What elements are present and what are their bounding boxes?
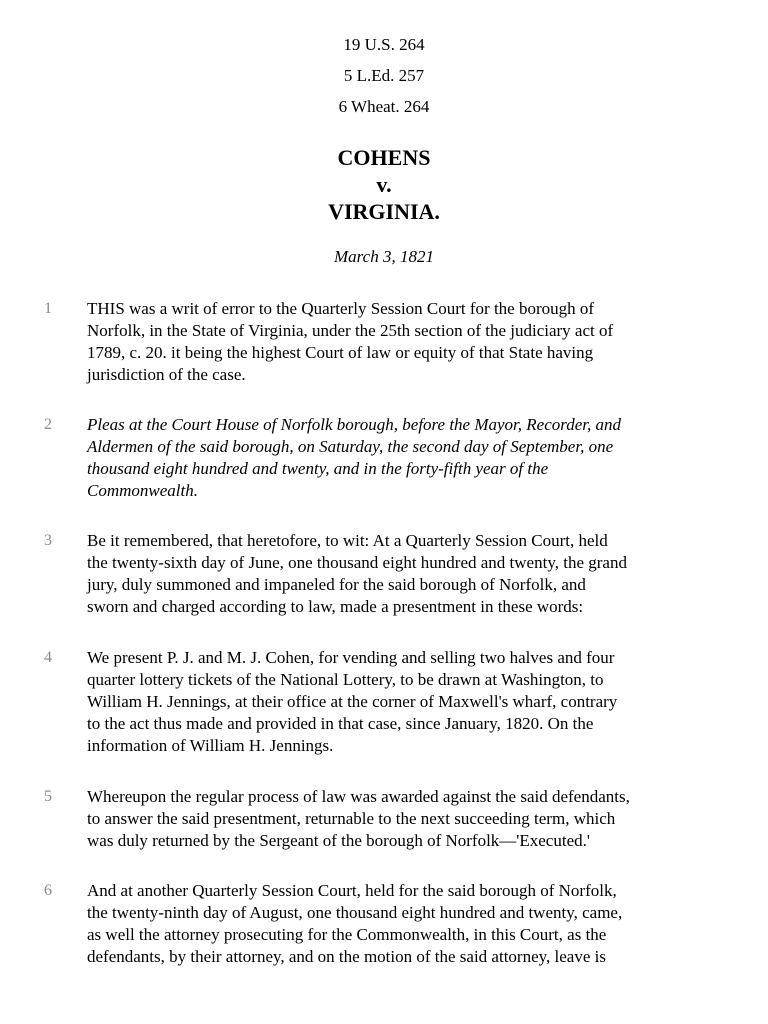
paragraph-line: jury, duly summoned and impaneled for the said borough of Norfolk, and	[87, 575, 586, 594]
paragraph-number: 1	[44, 300, 52, 317]
paragraph-line: We present P. J. and M. J. Cohen, for vending and selling two halves and four	[87, 648, 615, 667]
paragraph-line: information of William H. Jennings.	[87, 736, 334, 755]
paragraph-line: was duly returned by the Sergeant of the borough of Norfolk—'Executed.'	[87, 831, 590, 850]
paragraph-line: to answer the said presentment, returnable to the next succeeding term, which	[87, 809, 616, 828]
paragraph-line: jurisdiction of the case.	[87, 365, 246, 384]
citation-block	[0, 34, 768, 127]
paragraph-line: Pleas at the Court House of Norfolk borough, before the Mayor, Recorder, and	[87, 415, 622, 434]
paragraph-line: to the act thus made and provided in that case, since January, 1820. On the	[87, 714, 594, 733]
paragraph-line: quarter lottery tickets of the National Lottery, to be drawn at Washington, to	[87, 670, 604, 689]
paragraph-text	[87, 530, 727, 618]
paragraph-number: 3	[44, 532, 52, 549]
paragraph-text	[87, 880, 727, 968]
paragraph-number: 2	[44, 416, 52, 433]
paragraph-line: Aldermen of the said borough, on Saturday, the second day of September, one	[87, 437, 614, 456]
citation-wheaton: 6 Wheat. 264	[338, 97, 430, 116]
paragraph-number: 6	[44, 882, 52, 899]
decision-date: March 3, 1821	[334, 247, 434, 266]
paragraph-text	[87, 414, 727, 502]
case-title	[0, 144, 768, 225]
paragraph-line: 1789, c. 20. it being the highest Court of law or equity of that State having	[87, 343, 594, 362]
paragraph-text	[87, 298, 727, 386]
paragraph-text	[87, 786, 727, 852]
paragraph-number: 5	[44, 788, 52, 805]
citation-us-reports: 19 U.S. 264	[343, 35, 425, 54]
paragraph-line: Norfolk, in the State of Virginia, under the 25th section of the judiciary act of	[87, 321, 614, 340]
paragraph-number: 4	[44, 649, 52, 666]
paragraph-text	[87, 647, 727, 757]
paragraph-line: the twenty-sixth day of June, one thousand eight hundred and twenty, the grand	[87, 553, 627, 572]
paragraph-line: And at another Quarterly Session Court, held for the said borough of Norfolk,	[87, 881, 617, 900]
paragraph-line: thousand eight hundred and twenty, and in the forty-fifth year of the	[87, 459, 549, 478]
case-title-versus: v.	[376, 172, 392, 197]
citation-lawyers-edition: 5 L.Ed. 257	[343, 66, 425, 85]
case-title-respondent: VIRGINIA.	[328, 199, 440, 224]
paragraph-line: THIS was a writ of error to the Quarterly Session Court for the borough of	[87, 299, 595, 318]
paragraph-line: Whereupon the regular process of law was awarded against the said defendants,	[87, 787, 630, 806]
paragraph-line: Be it remembered, that heretofore, to wit: At a Quarterly Session Court, held	[87, 531, 608, 550]
paragraph-line: William H. Jennings, at their office at the corner of Maxwell's wharf, contrary	[87, 692, 618, 711]
paragraph-line: as well the attorney prosecuting for the Commonwealth, in this Court, as the	[87, 925, 607, 944]
case-title-petitioner: COHENS	[337, 145, 431, 170]
paragraph-line: the twenty-ninth day of August, one thousand eight hundred and twenty, came,	[87, 903, 623, 922]
paragraph-line: sworn and charged according to law, made a presentment in these words:	[87, 597, 584, 616]
paragraph-line: Commonwealth.	[87, 481, 198, 500]
paragraph-line: defendants, by their attorney, and on the motion of the said attorney, leave is	[87, 947, 606, 966]
